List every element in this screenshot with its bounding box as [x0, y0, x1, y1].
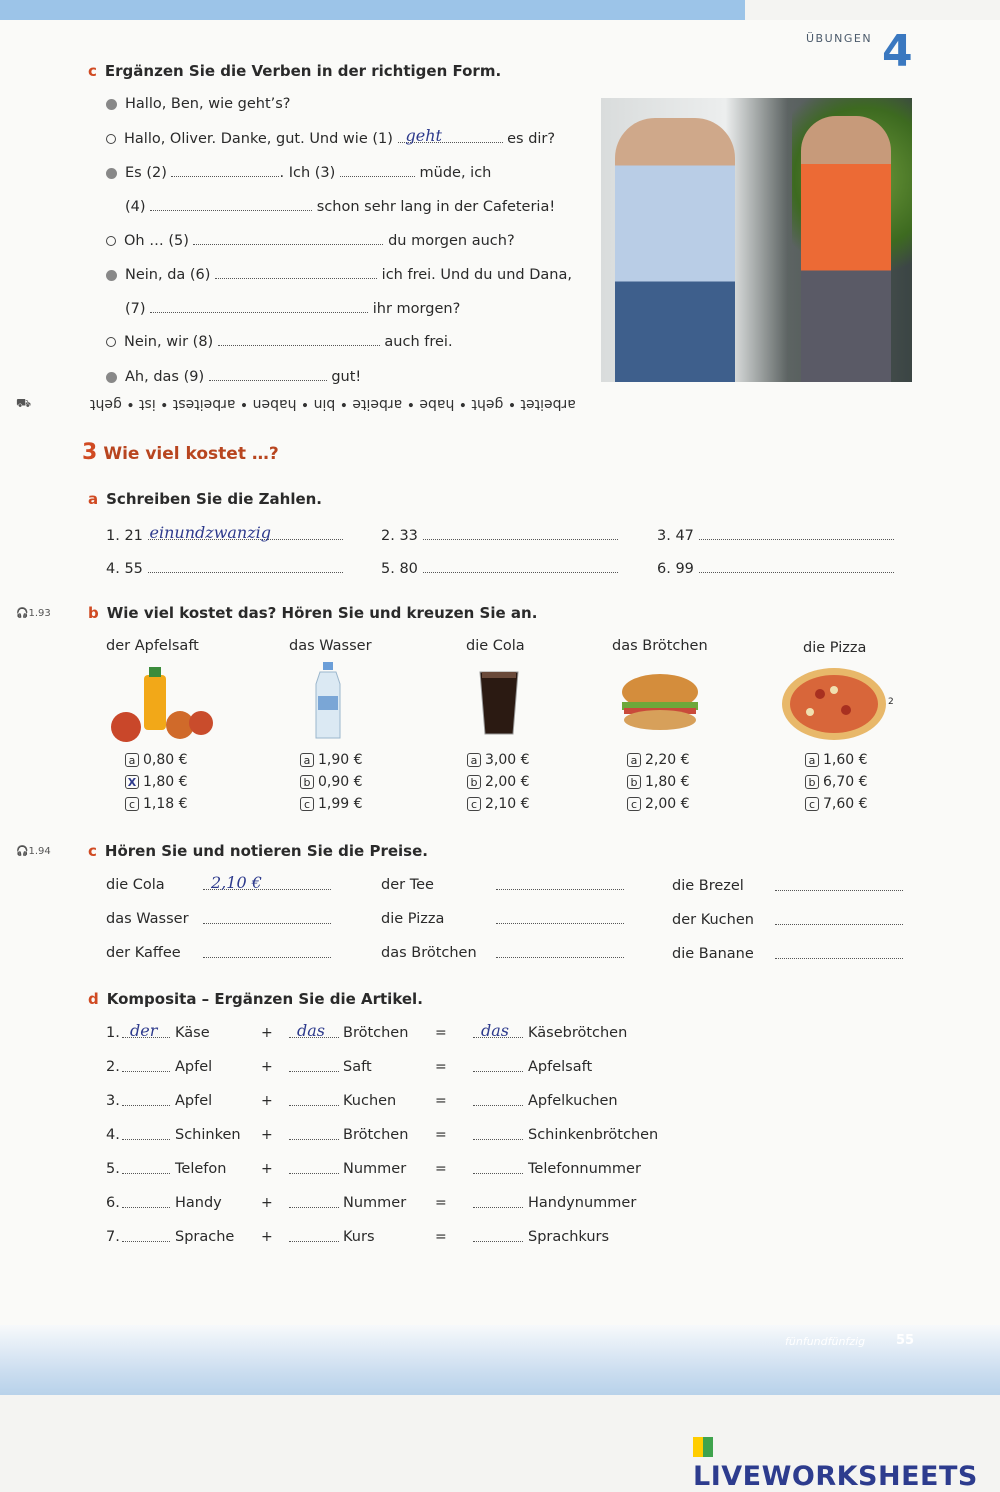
article-blank-2[interactable] [289, 1093, 339, 1110]
blank-4[interactable] [150, 198, 312, 211]
word-1: Telefon [175, 1161, 227, 1177]
exercise-b-heading: b Wie viel kostet das? Hören Sie und kreuzen Sie an. [88, 604, 538, 622]
price-blank[interactable] [775, 878, 903, 895]
price-blank[interactable] [496, 911, 624, 928]
price-blank[interactable] [203, 911, 331, 928]
section-number: 3 [82, 440, 98, 465]
man-orange-shirt-shape [801, 116, 891, 382]
word-2: Nummer [343, 1195, 407, 1211]
price-label: das Brötchen [381, 945, 477, 961]
word-2: Kuchen [343, 1093, 397, 1109]
dialogue-line-9: Ah, das (9) gut! [106, 368, 361, 385]
equals-sign: = [435, 1161, 447, 1177]
option-b-checked[interactable]: X 1,80 € [125, 774, 188, 790]
article-blank-1[interactable] [122, 1229, 170, 1246]
equals-sign: = [435, 1229, 447, 1245]
word-2: Nummer [343, 1161, 407, 1177]
price-blank[interactable]: 2,10 € [203, 877, 331, 894]
blank-5[interactable] [193, 232, 383, 245]
article-blank-1[interactable] [122, 1161, 170, 1178]
plus-sign: + [261, 1161, 273, 1177]
dialogue-line-6: Nein, da (6) ich frei. Und du und Dana, [106, 266, 572, 283]
option-b[interactable]: b 6,70 € [805, 774, 868, 790]
speaker-a-dot-icon [106, 372, 117, 383]
dialogue-line-3: Es (2) . Ich (3) müde, ich [106, 164, 491, 181]
word-1: Handy [175, 1195, 222, 1211]
word-1: Schinken [175, 1127, 241, 1143]
price-label: die Pizza [381, 911, 445, 927]
headphone-icon: 🎧1.94 [16, 846, 51, 857]
pizza-image [780, 666, 890, 742]
car-icon: ⛟ [16, 396, 32, 410]
exercise-title: Ergänzen Sie die Verben in der richtigen Form. [104, 62, 502, 80]
price-label: der Kuchen [672, 912, 754, 928]
dialogue-line-7: (7) ihr morgen? [125, 301, 461, 317]
option-b[interactable]: b 2,00 € [467, 774, 530, 790]
section-word: ÜBUNGEN [806, 32, 873, 45]
chapter-number: 4 [882, 26, 913, 77]
compound-word: Sprachkurs [528, 1229, 610, 1245]
compound-word: Apfelkuchen [528, 1093, 618, 1109]
word-1: Käse [175, 1025, 210, 1041]
article-blank-2[interactable] [289, 1059, 339, 1076]
article-blank-3[interactable]: das [473, 1025, 523, 1042]
blank-2[interactable] [171, 164, 279, 177]
row-number: 6. [106, 1195, 120, 1211]
exercise-c-heading [88, 62, 501, 80]
number-blank-3[interactable] [699, 527, 894, 540]
option-a[interactable]: a 0,80 € [125, 752, 188, 768]
plus-sign: + [261, 1093, 273, 1109]
blank-6[interactable] [215, 266, 377, 279]
blank-3[interactable] [340, 164, 415, 177]
option-a[interactable]: a 1,60 € [805, 752, 868, 768]
article-blank-3[interactable] [473, 1093, 523, 1110]
product-label-pizza: die Pizza [803, 640, 867, 656]
price-label: der Tee [381, 877, 434, 893]
number-item-1: 1. 21 einundzwanzig [106, 527, 343, 544]
speaker-a-dot-icon [106, 168, 117, 179]
price-label: die Cola [106, 877, 165, 893]
article-blank-1[interactable] [122, 1127, 170, 1144]
row-number: 3. [106, 1093, 120, 1109]
article-blank-2[interactable]: das [289, 1025, 339, 1042]
section-3-heading [82, 440, 279, 465]
photo-two-men [601, 98, 912, 382]
equals-sign: = [435, 1025, 447, 1041]
compound-word: Schinkenbrötchen [528, 1127, 659, 1143]
price-blank[interactable] [496, 945, 624, 962]
article-blank-1[interactable] [122, 1195, 170, 1212]
article-blank-3[interactable] [473, 1195, 523, 1212]
pizza-small-number: 2 [888, 697, 894, 707]
word-2: Kurs [343, 1229, 375, 1245]
option-a[interactable]: a 2,20 € [627, 752, 690, 768]
number-item-6: 6. 99 [657, 560, 894, 577]
article-blank-3[interactable] [473, 1127, 523, 1144]
dialogue-line-2: Hallo, Oliver. Danke, gut. Und wie (1) geht es dir? [106, 130, 555, 147]
compound-word: Telefonnummer [528, 1161, 641, 1177]
article-blank-3[interactable] [473, 1059, 523, 1076]
plus-sign: + [261, 1195, 273, 1211]
logo-mark-icon [693, 1437, 713, 1457]
equals-sign: = [435, 1195, 447, 1211]
section-title: Wie viel kostet …? [103, 444, 279, 464]
number-item-3: 3. 47 [657, 527, 894, 544]
liveworksheets-logo: LIVEWORKSHEETS [693, 1430, 1000, 1492]
dialogue-line-5: Oh … (5) du morgen auch? [106, 232, 515, 249]
option-a[interactable]: a 1,90 € [300, 752, 363, 768]
speaker-b-circle-icon [106, 236, 116, 246]
cola-glass-image [478, 668, 520, 738]
apple-juice-image [106, 665, 216, 745]
equals-sign: = [435, 1059, 447, 1075]
product-label-broetchen: das Brötchen [612, 638, 708, 654]
speaker-b-circle-icon [106, 134, 116, 144]
exercise-a-heading: a Schreiben Sie die Zahlen. [88, 490, 323, 508]
page-number-word: fünfundfünfzig [785, 1335, 866, 1348]
price-blank[interactable] [203, 945, 331, 962]
number-item-4: 4. 55 [106, 560, 343, 577]
product-label-apfelsaft: der Apfelsaft [106, 638, 199, 654]
price-label: die Banane [672, 946, 754, 962]
man-blue-shirt-shape [615, 118, 735, 382]
equals-sign: = [435, 1093, 447, 1109]
word-2: Brötchen [343, 1025, 409, 1041]
blank-8[interactable] [218, 333, 380, 346]
number-blank-1[interactable]: einundzwanzig [148, 527, 343, 540]
word-bank-upside-down: arbeitet • geht • habe • arbeite • bin • haben • arbeitest • ist • geht [90, 396, 576, 412]
headphone-icon: 🎧1.93 [16, 608, 51, 619]
equals-sign: = [435, 1127, 447, 1143]
option-c[interactable]: c 1,99 € [300, 796, 363, 812]
row-number: 2. [106, 1059, 120, 1075]
dialogue-line-8: Nein, wir (8) auch frei. [106, 333, 453, 350]
article-blank-1[interactable] [122, 1093, 170, 1110]
option-c[interactable]: c 7,60 € [805, 796, 868, 812]
blank-7[interactable] [150, 300, 368, 313]
article-blank-2[interactable] [289, 1229, 339, 1246]
number-item-2: 2. 33 [381, 527, 618, 544]
number-blank-4[interactable] [148, 560, 343, 573]
bread-roll-image [618, 672, 702, 734]
compound-word: Apfelsaft [528, 1059, 593, 1075]
word-1: Sprache [175, 1229, 235, 1245]
word-2: Brötchen [343, 1127, 409, 1143]
option-c[interactable]: c 1,18 € [125, 796, 188, 812]
price-label: der Kaffee [106, 945, 181, 961]
blank-1[interactable]: geht [398, 130, 503, 143]
plus-sign: + [261, 1059, 273, 1075]
option-b[interactable]: b 1,80 € [627, 774, 690, 790]
row-number: 7. [106, 1229, 120, 1245]
article-blank-1[interactable] [122, 1059, 170, 1076]
word-1: Apfel [175, 1059, 213, 1075]
price-blank[interactable] [775, 946, 903, 963]
top-color-bar [0, 0, 745, 20]
option-b[interactable]: b 0,90 € [300, 774, 363, 790]
exercise-letter: c [88, 62, 97, 80]
blank-9[interactable] [209, 368, 327, 381]
row-number: 4. [106, 1127, 120, 1143]
option-a[interactable]: a 3,00 € [467, 752, 530, 768]
word-1: Apfel [175, 1093, 213, 1109]
number-item-5: 5. 80 [381, 560, 618, 577]
compound-word: Handynummer [528, 1195, 637, 1211]
word-2: Saft [343, 1059, 372, 1075]
compound-word: Käsebrötchen [528, 1025, 628, 1041]
exercise-d-heading: d Komposita – Ergänzen Sie die Artikel. [88, 990, 423, 1008]
dialogue-line-4: (4) schon sehr lang in der Cafeteria! [125, 199, 556, 215]
number-blank-5[interactable] [423, 560, 618, 573]
speaker-b-circle-icon [106, 337, 116, 347]
article-blank-2[interactable] [289, 1161, 339, 1178]
number-blank-6[interactable] [699, 560, 894, 573]
article-blank-3[interactable] [473, 1161, 523, 1178]
article-blank-1[interactable]: der [122, 1025, 170, 1042]
water-bottle-image [312, 662, 346, 742]
article-blank-3[interactable] [473, 1229, 523, 1246]
row-number: 5. [106, 1161, 120, 1177]
price-blank[interactable] [496, 877, 624, 894]
exercise-c2-heading: c Hören Sie und notieren Sie die Preise. [88, 842, 428, 860]
price-label: die Brezel [672, 878, 744, 894]
plus-sign: + [261, 1229, 273, 1245]
price-label: das Wasser [106, 911, 189, 927]
plus-sign: + [261, 1025, 273, 1041]
price-blank[interactable] [775, 912, 903, 929]
page-number: 55 [896, 1333, 915, 1348]
number-blank-2[interactable] [423, 527, 618, 540]
option-c[interactable]: c 2,10 € [467, 796, 530, 812]
article-blank-2[interactable] [289, 1127, 339, 1144]
dialogue-line-1: Hallo, Ben, wie geht’s? [106, 96, 291, 112]
row-number: 1. [106, 1025, 120, 1041]
speaker-a-dot-icon [106, 270, 117, 281]
product-label-wasser: das Wasser [289, 638, 372, 654]
plus-sign: + [261, 1127, 273, 1143]
option-c[interactable]: c 2,00 € [627, 796, 690, 812]
product-label-cola: die Cola [466, 638, 525, 654]
speaker-a-dot-icon [106, 99, 117, 110]
article-blank-2[interactable] [289, 1195, 339, 1212]
